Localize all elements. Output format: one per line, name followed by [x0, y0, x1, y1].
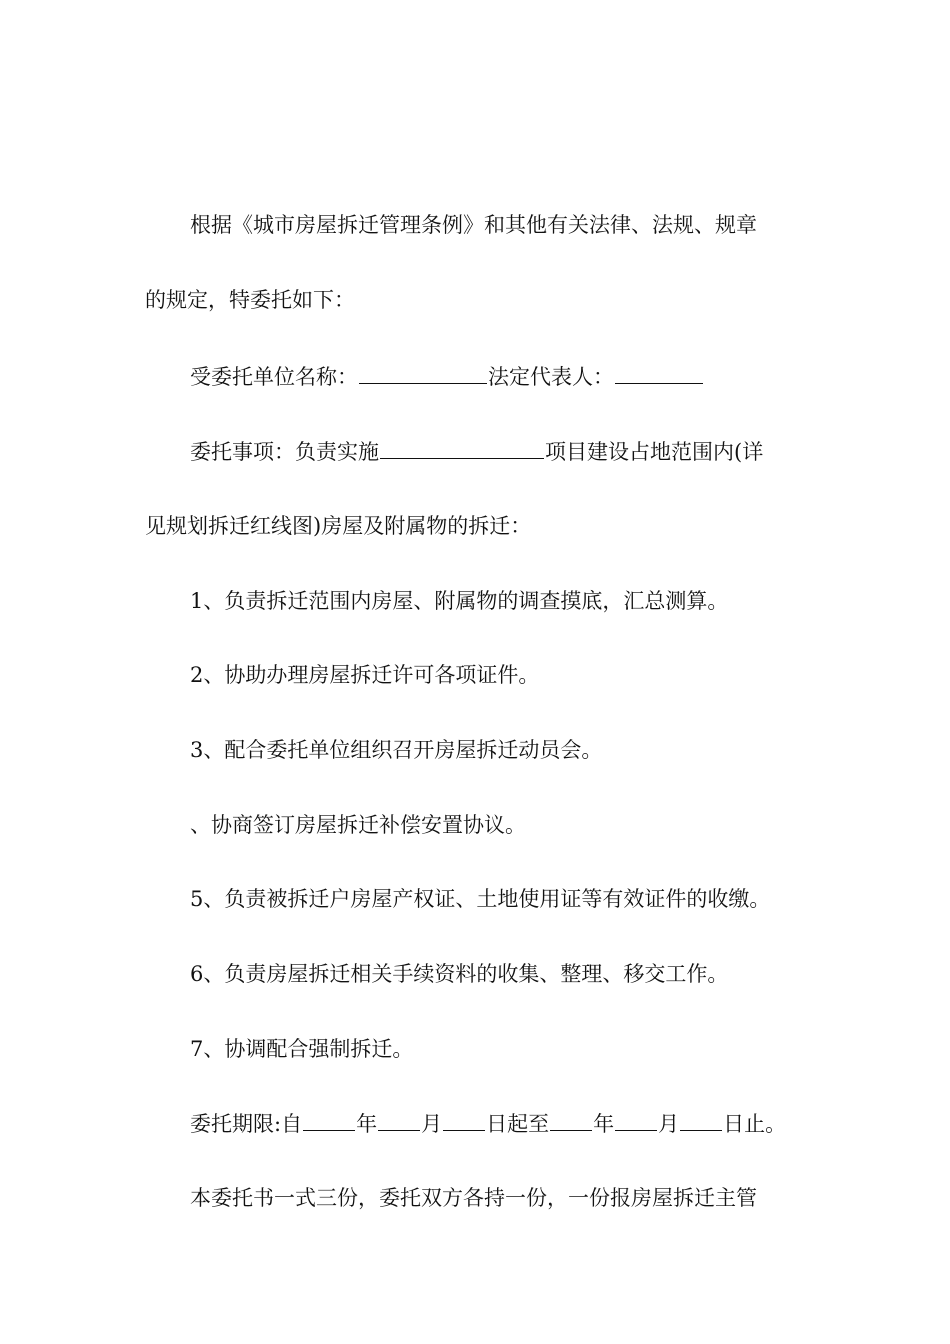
end-year-blank: [550, 1108, 592, 1131]
term-line: [0, 1108, 950, 1139]
end-day-blank: [680, 1108, 722, 1131]
start-year-label: 年: [356, 1112, 378, 1136]
matters-line-2: 见规划拆迁红线图)房屋及附属物的拆迁：: [145, 514, 532, 538]
entrusted-unit-line: [0, 361, 950, 392]
list-item: 、协商签订房屋拆迁补偿安置协议。: [190, 813, 526, 837]
intro-line-2: 的规定，特委托如下：: [145, 288, 355, 312]
start-year-blank: [303, 1108, 355, 1131]
matters-prefix: 委托事项：负责实施: [190, 440, 379, 464]
start-day-blank: [443, 1108, 485, 1131]
list-item: 1、负责拆迁范围内房屋、附属物的调查摸底，汇总测算。: [190, 589, 729, 613]
list-item: 5、负责被拆迁户房屋产权证、土地使用证等有效证件的收缴。: [190, 887, 771, 911]
start-day-label: 日起至: [486, 1112, 550, 1136]
end-year-label: 年: [593, 1112, 615, 1136]
project-name-blank: [380, 436, 544, 459]
matters-suffix: 项目建设占地范围内(详: [545, 440, 764, 464]
end-month-label: 月: [658, 1112, 680, 1136]
intro-line-1: 根据《城市房屋拆迁管理条例》和其他有关法律、法规、规章: [190, 213, 757, 237]
matters-line-1: [0, 436, 950, 467]
end-month-blank: [615, 1108, 657, 1131]
term-prefix: 委托期限:自: [190, 1112, 303, 1136]
list-item: 7、协调配合强制拆迁。: [190, 1037, 414, 1061]
unit-name-label: 受委托单位名称：: [190, 365, 358, 389]
list-item: 6、负责房屋拆迁相关手续资料的收集、整理、移交工作。: [190, 962, 729, 986]
closing-line-1: 本委托书一式三份，委托双方各持一份，一份报房屋拆迁主管: [190, 1186, 757, 1210]
start-month-blank: [378, 1108, 420, 1131]
list-item: 2、协助办理房屋拆迁许可各项证件。: [190, 663, 540, 687]
end-day-label: 日止。: [723, 1112, 787, 1136]
legal-rep-blank: [615, 361, 703, 384]
list-item: 3、配合委托单位组织召开房屋拆迁动员会。: [190, 738, 603, 762]
legal-rep-label: 法定代表人：: [488, 365, 614, 389]
unit-name-blank: [359, 361, 487, 384]
start-month-label: 月: [421, 1112, 443, 1136]
